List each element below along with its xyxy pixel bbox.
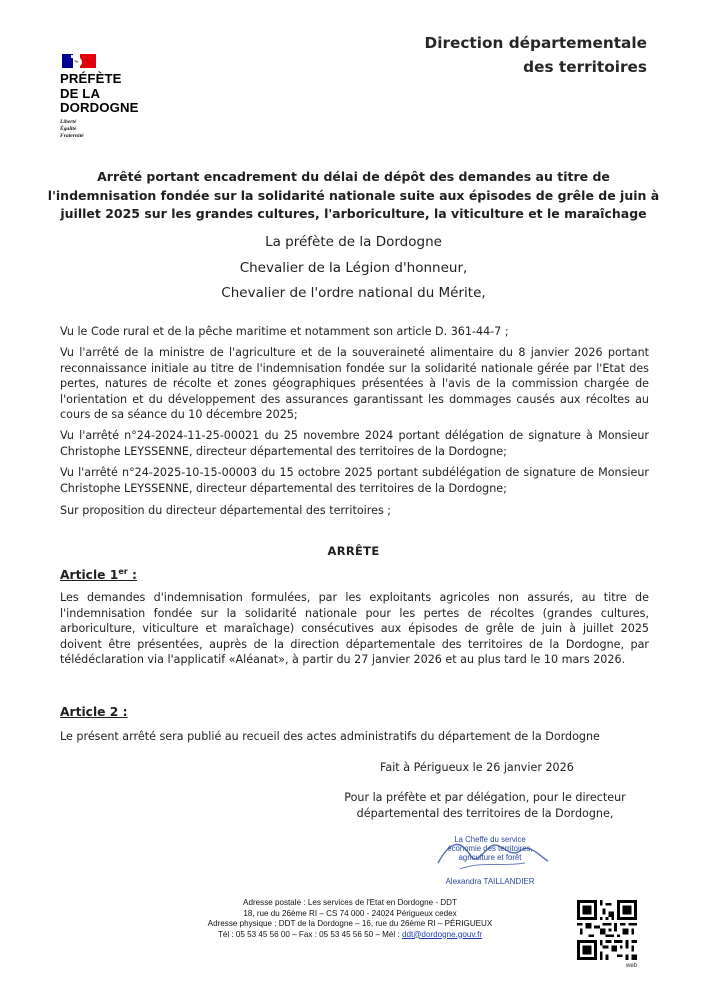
footer-address: Adresse postale : Les services de l'Etat en Dordogne - DDT 18, rue du 26ème RI – CS 74 000 - 24024 Périgueux cedex Adresse physique : DDT de la Dordogne – 16, rue du 26ème RI – PÉRIGUEUX Tél : 05 53 45 56 00 – Fax : 05 53 45 56 50 – Mél : ddt@dordogne.gouv.fr	[207, 898, 493, 939]
author-line-2: Chevalier de la Légion d'honneur,	[239, 260, 468, 276]
qr-caption: web	[625, 963, 637, 969]
article-2-body: Le présent arrêté sera publié au recueil des actes administratifs du département de la Dordogne	[60, 730, 600, 743]
issuing-direction: Direction départementale des territoires	[424, 34, 647, 76]
delegation-statement: Pour la préfète et par délégation, pour le directeur départemental des territoires de la Dordogne,	[344, 791, 626, 820]
email-link[interactable]: ddt@dordogne.gouv.fr	[401, 929, 483, 939]
arrete-heading: ARRÊTE	[327, 544, 380, 558]
signature-stamp: La Cheffe du service économie des territoires, agriculture et forêt Alexandra TAILLANDIER	[420, 833, 560, 891]
article-1-body: Les demandes d'indemnisation formulées, par les exploitants agricoles non assurés, au titre de l'indemnisation fondée sur la solidarité nationale pour les pertes de récoltes (grandes cultures, arboriculture, viticulture et maraîchage) consécutives aux épisodes de grêle de juin à juillet 2025 doivent être présentées, auprès de la direction départementale des territoires de la Dordogne, par télédéclaration via l'applicatif «Aléanat», à partir du 27 janvier 2026 et au plus tard le 10 mars 2026.	[60, 591, 649, 667]
proposition-paragraph: Sur proposition du directeur départemental des territoires ;	[60, 504, 392, 517]
visa-paragraph: Vu l'arrêté de la ministre de l'agriculture et de la souveraineté alimentaire du 8 janvier 2026 portant reconnaissance initiale au titre de l'indemnisation fondée sur la solidarité nationale gérée par l'Etat des pertes, natures de récolte et zones géographiques présentées à l'avis de la commission chargée de l'orientation et du développement des assurances garantissant les dommages causés aux récoltes au cours de sa séance du 10 décembre 2025;	[60, 346, 649, 422]
logo-name: PRÉFÈTE DE LA DORDOGNE	[60, 71, 139, 115]
qr-code-icon[interactable]	[577, 900, 637, 960]
handwritten-signature	[430, 833, 555, 877]
article-2-heading: Article 2 :	[60, 705, 128, 719]
visa-paragraph: Vu l'arrêté n°24-2025-10-15-00003 du 15 octobre 2025 portant subdélégation de signature de Monsieur Christophe LEYSSENNE, directeur départemental des territoires de la Dordogne;	[60, 466, 649, 495]
place-date-line: Fait à Périgueux le 26 janvier 2026	[380, 761, 574, 774]
document-title: Arrêté portant encadrement du délai de dépôt des demandes au titre de l'indemnisation fondée sur la solidarité nationale suite aux épisodes de grêle de juin à juillet 2025 sur les grandes cultures, l'arboriculture, la viticulture et le maraîchage	[47, 169, 660, 221]
marianne-icon	[60, 52, 98, 70]
prefecture-logo	[60, 52, 170, 140]
visa-paragraph: Vu le Code rural et de la pêche maritime et notamment son article D. 361-44-7 ;	[60, 325, 509, 338]
author-line-3: Chevalier de l'ordre national du Mérite,	[221, 285, 486, 301]
logo-motto: Liberté Égalité Fraternité	[60, 118, 84, 139]
visa-paragraph: Vu l'arrêté n°24-2024-11-25-00021 du 25 novembre 2024 portant délégation de signature à Monsieur Christophe LEYSSENNE, directeur départemental des territoires de la Dordogne;	[60, 429, 649, 458]
article-1-heading: Article 1er :	[60, 567, 137, 583]
author-line-1: La préfète de la Dordogne	[265, 234, 442, 250]
